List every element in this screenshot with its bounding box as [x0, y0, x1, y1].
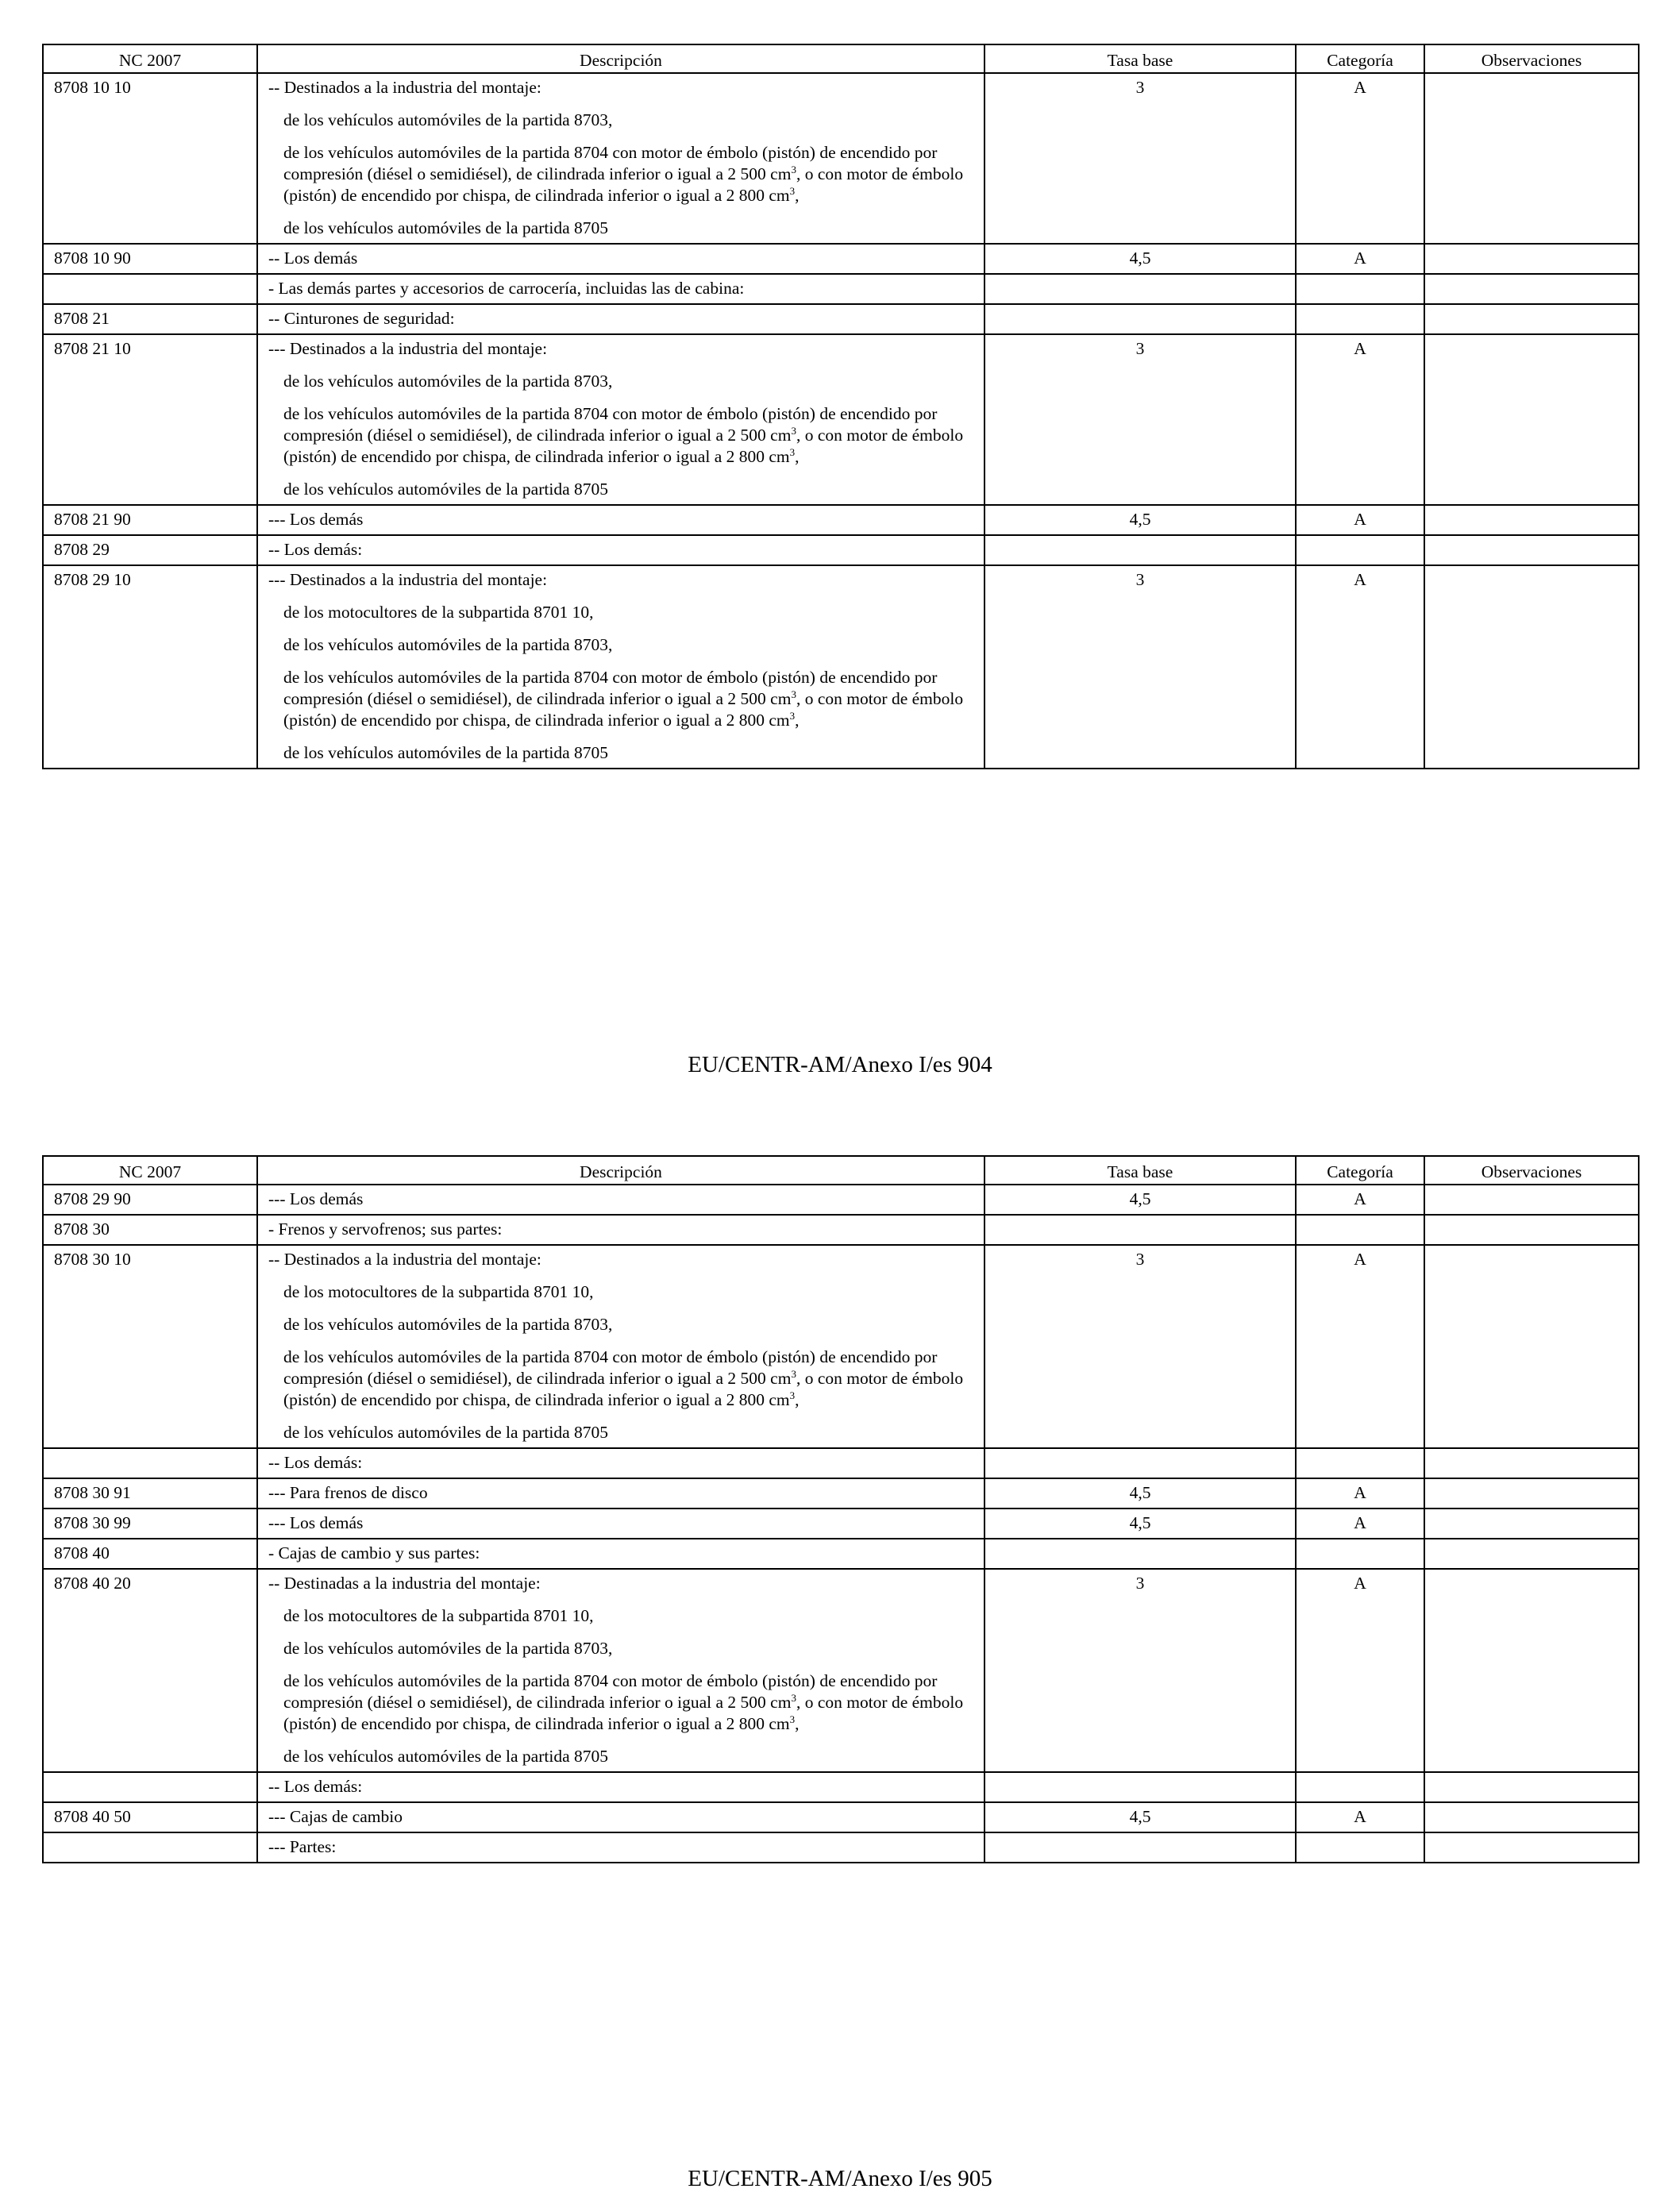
- description: -- Cinturones de seguridad:: [257, 304, 984, 334]
- observations: [1424, 1772, 1639, 1802]
- description: - Las demás partes y accesorios de carrocería, incluidas las de cabina:: [257, 274, 984, 304]
- nc-code: 8708 29 90: [43, 1185, 257, 1215]
- description-heading: -- Destinados a la industria del montaje:: [268, 78, 541, 97]
- description: -- Los demás: [257, 244, 984, 274]
- base-rate: 3: [984, 334, 1296, 505]
- category: [1296, 1215, 1424, 1245]
- base-rate: [984, 535, 1296, 565]
- observations: [1424, 505, 1639, 535]
- description-line: de los vehículos automóviles de la partida 8705: [283, 218, 609, 237]
- table-row: [43, 1478, 1639, 1509]
- table-row: [43, 1569, 1639, 1772]
- description-line: de los vehículos automóviles de la partida 8704 con motor de émbolo (pistón) de encendido por compresión (diésel o semidiésel), de cilindrada inferior o igual a 2 500 $cm^3$, o con motor de émbolo (pistón) de encendido por chispa, de cilindrada inferior o igual a 2 800 $cm^3$,: [283, 1671, 964, 1733]
- description-heading: -- Destinados a la industria del montaje:: [268, 1250, 541, 1269]
- category: A: [1296, 1509, 1424, 1539]
- description-line: de los motocultores de la subpartida 8701 10,: [283, 603, 594, 622]
- header-nc: NC 2007: [43, 1156, 257, 1185]
- description: [257, 334, 984, 505]
- page-footer: EU/CENTR-AM/Anexo I/es 905: [688, 2166, 992, 2191]
- description: -- Los demás:: [257, 1772, 984, 1802]
- observations: [1424, 334, 1639, 505]
- base-rate: [984, 274, 1296, 304]
- description-line: de los vehículos automóviles de la partida 8704 con motor de émbolo (pistón) de encendido por compresión (diésel o semidiésel), de cilindrada inferior o igual a 2 500 $cm^3$, o con motor de émbolo (pistón) de encendido por chispa, de cilindrada inferior o igual a 2 800 $cm^3$,: [283, 668, 964, 730]
- table-header-row: [43, 44, 1639, 73]
- header-observations: Observaciones: [1424, 1156, 1639, 1185]
- category: A: [1296, 1802, 1424, 1832]
- description-line: de los vehículos automóviles de la partida 8703,: [283, 372, 613, 391]
- observations: [1424, 1539, 1639, 1569]
- base-rate: [984, 1539, 1296, 1569]
- table-row: [43, 1539, 1639, 1569]
- description: --- Partes:: [257, 1832, 984, 1863]
- nc-code: 8708 30 99: [43, 1509, 257, 1539]
- observations: [1424, 1832, 1639, 1863]
- observations: [1424, 1185, 1639, 1215]
- category: [1296, 1539, 1424, 1569]
- category: [1296, 274, 1424, 304]
- base-rate: 3: [984, 565, 1296, 769]
- base-rate: [984, 304, 1296, 334]
- table-row: [43, 73, 1639, 244]
- category: A: [1296, 505, 1424, 535]
- base-rate: 3: [984, 1245, 1296, 1448]
- description: [257, 73, 984, 244]
- base-rate: [984, 1215, 1296, 1245]
- table-row: [43, 1448, 1639, 1478]
- description-line: de los vehículos automóviles de la partida 8704 con motor de émbolo (pistón) de encendido por compresión (diésel o semidiésel), de cilindrada inferior o igual a 2 500 $cm^3$, o con motor de émbolo (pistón) de encendido por chispa, de cilindrada inferior o igual a 2 800 $cm^3$,: [283, 143, 964, 205]
- nc-code: 8708 40 50: [43, 1802, 257, 1832]
- nc-code: [43, 274, 257, 304]
- description-line: de los vehículos automóviles de la partida 8704 con motor de émbolo (pistón) de encendido por compresión (diésel o semidiésel), de cilindrada inferior o igual a 2 500 $cm^3$, o con motor de émbolo (pistón) de encendido por chispa, de cilindrada inferior o igual a 2 800 $cm^3$,: [283, 404, 964, 466]
- description: --- Los demás: [257, 505, 984, 535]
- description: --- Los demás: [257, 1509, 984, 1539]
- category: A: [1296, 1245, 1424, 1448]
- nc-code: 8708 30: [43, 1215, 257, 1245]
- description-line: de los motocultores de la subpartida 8701 10,: [283, 1606, 594, 1625]
- header-nc: NC 2007: [43, 44, 257, 73]
- nc-code: 8708 10 10: [43, 73, 257, 244]
- observations: [1424, 73, 1639, 244]
- table-header-row: [43, 1156, 1639, 1185]
- observations: [1424, 565, 1639, 769]
- description-line: de los vehículos automóviles de la partida 8705: [283, 743, 609, 762]
- nc-code: 8708 21 10: [43, 334, 257, 505]
- tariff-table-page-904: [42, 44, 1640, 769]
- header-description: Descripción: [257, 1156, 984, 1185]
- description: --- Los demás: [257, 1185, 984, 1215]
- table-row: [43, 535, 1639, 565]
- category: A: [1296, 334, 1424, 505]
- nc-code: 8708 30 10: [43, 1245, 257, 1448]
- category: A: [1296, 1478, 1424, 1509]
- category: A: [1296, 73, 1424, 244]
- base-rate: 4,5: [984, 1185, 1296, 1215]
- table-row: [43, 1509, 1639, 1539]
- table-row: [43, 1802, 1639, 1832]
- table-row: [43, 334, 1639, 505]
- header-category: Categoría: [1296, 44, 1424, 73]
- observations: [1424, 1802, 1639, 1832]
- table-row: [43, 505, 1639, 535]
- description-heading: --- Destinados a la industria del montaje:: [268, 570, 548, 589]
- description: --- Para frenos de disco: [257, 1478, 984, 1509]
- description-line: de los vehículos automóviles de la partida 8703,: [283, 635, 613, 654]
- base-rate: 3: [984, 1569, 1296, 1772]
- description-line: de los vehículos automóviles de la partida 8703,: [283, 110, 613, 129]
- nc-code: 8708 40 20: [43, 1569, 257, 1772]
- category: [1296, 1448, 1424, 1478]
- observations: [1424, 304, 1639, 334]
- category: [1296, 304, 1424, 334]
- nc-code: 8708 30 91: [43, 1478, 257, 1509]
- description-line: de los motocultores de la subpartida 8701 10,: [283, 1282, 594, 1301]
- observations: [1424, 1215, 1639, 1245]
- description: [257, 565, 984, 769]
- observations: [1424, 535, 1639, 565]
- description-heading: -- Destinadas a la industria del montaje:: [268, 1574, 541, 1593]
- observations: [1424, 244, 1639, 274]
- category: [1296, 1832, 1424, 1863]
- description: --- Cajas de cambio: [257, 1802, 984, 1832]
- nc-code: 8708 29 10: [43, 565, 257, 769]
- base-rate: 4,5: [984, 1802, 1296, 1832]
- nc-code: 8708 40: [43, 1539, 257, 1569]
- table-row: [43, 565, 1639, 769]
- header-category: Categoría: [1296, 1156, 1424, 1185]
- description-line: de los vehículos automóviles de la partida 8705: [283, 1423, 609, 1442]
- observations: [1424, 1448, 1639, 1478]
- table-row: [43, 274, 1639, 304]
- nc-code: 8708 21: [43, 304, 257, 334]
- base-rate: [984, 1448, 1296, 1478]
- observations: [1424, 274, 1639, 304]
- header-base-rate: Tasa base: [984, 44, 1296, 73]
- description-line: de los vehículos automóviles de la partida 8703,: [283, 1315, 613, 1334]
- nc-code: [43, 1448, 257, 1478]
- nc-code: 8708 29: [43, 535, 257, 565]
- page-footer: EU/CENTR-AM/Anexo I/es 904: [688, 1052, 992, 1077]
- description-line: de los vehículos automóviles de la partida 8703,: [283, 1639, 613, 1658]
- description: [257, 1569, 984, 1772]
- description: -- Los demás:: [257, 1448, 984, 1478]
- description-line: de los vehículos automóviles de la partida 8705: [283, 480, 609, 499]
- header-observations: Observaciones: [1424, 44, 1639, 73]
- description-heading: --- Destinados a la industria del montaje:: [268, 339, 548, 358]
- base-rate: 3: [984, 73, 1296, 244]
- description: - Frenos y servofrenos; sus partes:: [257, 1215, 984, 1245]
- category: A: [1296, 244, 1424, 274]
- observations: [1424, 1509, 1639, 1539]
- description: [257, 1245, 984, 1448]
- observations: [1424, 1478, 1639, 1509]
- observations: [1424, 1569, 1639, 1772]
- nc-code: 8708 21 90: [43, 505, 257, 535]
- table-row: [43, 1772, 1639, 1802]
- base-rate: 4,5: [984, 244, 1296, 274]
- description-line: de los vehículos automóviles de la partida 8704 con motor de émbolo (pistón) de encendido por compresión (diésel o semidiésel), de cilindrada inferior o igual a 2 500 $cm^3$, o con motor de émbolo (pistón) de encendido por chispa, de cilindrada inferior o igual a 2 800 $cm^3$,: [283, 1347, 964, 1409]
- category: [1296, 1772, 1424, 1802]
- header-base-rate: Tasa base: [984, 1156, 1296, 1185]
- category: [1296, 535, 1424, 565]
- base-rate: [984, 1772, 1296, 1802]
- category: A: [1296, 1569, 1424, 1772]
- category: A: [1296, 1185, 1424, 1215]
- observations: [1424, 1245, 1639, 1448]
- description: -- Los demás:: [257, 535, 984, 565]
- base-rate: [984, 1832, 1296, 1863]
- tariff-table-page-905: [42, 1155, 1640, 1863]
- nc-code: 8708 10 90: [43, 244, 257, 274]
- base-rate: 4,5: [984, 505, 1296, 535]
- table-row: [43, 244, 1639, 274]
- base-rate: 4,5: [984, 1509, 1296, 1539]
- category: A: [1296, 565, 1424, 769]
- table-row: [43, 304, 1639, 334]
- nc-code: [43, 1772, 257, 1802]
- table-row: [43, 1185, 1639, 1215]
- table-row: [43, 1245, 1639, 1448]
- base-rate: 4,5: [984, 1478, 1296, 1509]
- header-description: Descripción: [257, 44, 984, 73]
- description-line: de los vehículos automóviles de la partida 8705: [283, 1747, 609, 1766]
- table-row: [43, 1215, 1639, 1245]
- table-row: [43, 1832, 1639, 1863]
- nc-code: [43, 1832, 257, 1863]
- description: - Cajas de cambio y sus partes:: [257, 1539, 984, 1569]
